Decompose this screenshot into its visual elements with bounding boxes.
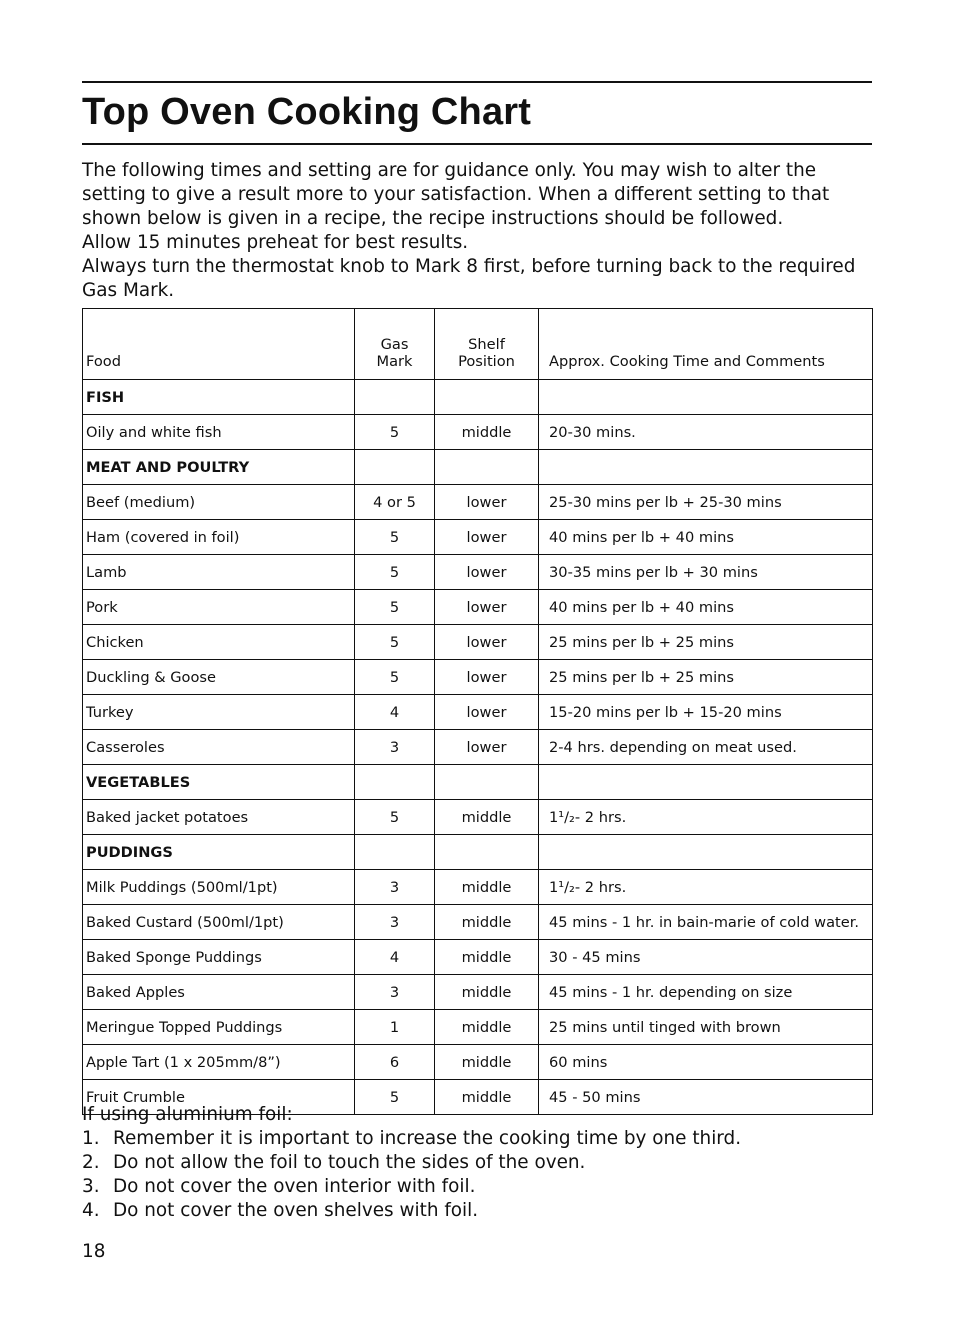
cell-shelf-position — [435, 835, 539, 870]
cell-gas-mark: 5 — [355, 555, 435, 590]
cell-food: Meringue Topped Puddings — [83, 1010, 355, 1045]
cell-cooking-time — [539, 450, 873, 485]
list-item-number: 4. — [82, 1200, 100, 1221]
header-shelf-line1: Shelf — [468, 336, 505, 353]
cell-shelf-position — [435, 450, 539, 485]
cell-cooking-time: 25 mins per lb + 25 mins — [539, 660, 873, 695]
list-item — [82, 1175, 872, 1199]
table-row — [83, 695, 873, 730]
cell-cooking-time: 20-30 mins. — [539, 415, 873, 450]
list-item — [82, 1151, 872, 1175]
cell-food: Beef (medium) — [83, 485, 355, 520]
cell-food: Milk Puddings (500ml/1pt) — [83, 870, 355, 905]
cell-gas-mark: 3 — [355, 975, 435, 1010]
page-title: Top Oven Cooking Chart — [82, 91, 532, 133]
cell-shelf-position: middle — [435, 870, 539, 905]
cell-gas-mark: 5 — [355, 625, 435, 660]
cell-food: Baked Sponge Puddings — [83, 940, 355, 975]
table-row — [83, 555, 873, 590]
cell-shelf-position: middle — [435, 1045, 539, 1080]
cell-food: FISH — [83, 380, 355, 415]
cell-shelf-position: lower — [435, 660, 539, 695]
cell-shelf-position: middle — [435, 1080, 539, 1115]
table-row — [83, 730, 873, 765]
cell-cooking-time: 60 mins — [539, 1045, 873, 1080]
cell-food: PUDDINGS — [83, 835, 355, 870]
list-item-number: 1. — [82, 1128, 100, 1149]
intro-text — [82, 159, 874, 303]
cell-shelf-position: middle — [435, 415, 539, 450]
header-gas-mark — [355, 309, 435, 380]
top-rule — [82, 81, 872, 83]
cell-food: Ham (covered in foil) — [83, 520, 355, 555]
list-item-number: 3. — [82, 1176, 100, 1197]
table-row — [83, 520, 873, 555]
cell-food: Fruit Crumble — [83, 1080, 355, 1115]
cell-gas-mark — [355, 835, 435, 870]
cell-food: Baked jacket potatoes — [83, 800, 355, 835]
cell-cooking-time: 40 mins per lb + 40 mins — [539, 520, 873, 555]
list-item — [82, 1199, 872, 1223]
section-row — [83, 380, 873, 415]
cell-gas-mark — [355, 765, 435, 800]
header-shelf-position — [435, 309, 539, 380]
cell-shelf-position: lower — [435, 625, 539, 660]
table-row — [83, 625, 873, 660]
list-item-text: Do not allow the foil to touch the sides of the oven. — [113, 1152, 586, 1173]
cell-gas-mark: 3 — [355, 730, 435, 765]
cell-food: Oily and white fish — [83, 415, 355, 450]
cell-food: Casseroles — [83, 730, 355, 765]
cell-food: Baked Apples — [83, 975, 355, 1010]
cell-cooking-time — [539, 765, 873, 800]
section-row — [83, 450, 873, 485]
cell-cooking-time: 30 - 45 mins — [539, 940, 873, 975]
cell-gas-mark: 4 — [355, 695, 435, 730]
cell-food: Lamb — [83, 555, 355, 590]
cell-shelf-position: middle — [435, 1010, 539, 1045]
table-row — [83, 940, 873, 975]
cell-shelf-position: middle — [435, 800, 539, 835]
header-gas-line2: Mark — [376, 353, 413, 370]
foil-list — [82, 1127, 872, 1223]
foil-title: If using aluminium foil: — [82, 1104, 293, 1125]
cell-cooking-time — [539, 835, 873, 870]
list-item-text: Remember it is important to increase the cooking time by one third. — [113, 1128, 742, 1149]
cell-cooking-time: 30-35 mins per lb + 30 mins — [539, 555, 873, 590]
intro-paragraph-guidance: The following times and setting are for guidance only. You may wish to alter the setting to give a result more to your satisfaction. When a different setting to that shown below is given in a recipe, the recipe instructions should be followed. — [82, 160, 830, 229]
cell-food: Baked Custard (500ml/1pt) — [83, 905, 355, 940]
cell-gas-mark: 5 — [355, 520, 435, 555]
cell-gas-mark: 5 — [355, 800, 435, 835]
table-header-row — [83, 309, 873, 380]
table-row — [83, 870, 873, 905]
cell-shelf-position: lower — [435, 590, 539, 625]
cell-gas-mark: 6 — [355, 1045, 435, 1080]
header-cooking-time: Approx. Cooking Time and Comments — [539, 309, 873, 380]
section-row — [83, 765, 873, 800]
header-shelf-line2: Position — [458, 353, 515, 370]
section-row — [83, 835, 873, 870]
table-row — [83, 590, 873, 625]
cell-food: Pork — [83, 590, 355, 625]
cell-gas-mark: 4 — [355, 940, 435, 975]
cell-gas-mark: 3 — [355, 905, 435, 940]
header-gas-line1: Gas — [380, 336, 409, 353]
cell-cooking-time: 45 - 50 mins — [539, 1080, 873, 1115]
list-item-number: 2. — [82, 1152, 100, 1173]
list-item-text: Do not cover the oven shelves with foil. — [113, 1200, 479, 1221]
header-food: Food — [83, 309, 355, 380]
cell-cooking-time: 25-30 mins per lb + 25-30 mins — [539, 485, 873, 520]
cell-cooking-time: 40 mins per lb + 40 mins — [539, 590, 873, 625]
table-row — [83, 1010, 873, 1045]
table-row — [83, 1045, 873, 1080]
cell-gas-mark: 5 — [355, 590, 435, 625]
cell-gas-mark: 4 or 5 — [355, 485, 435, 520]
cell-gas-mark: 5 — [355, 415, 435, 450]
cell-shelf-position — [435, 380, 539, 415]
cell-cooking-time: 1¹/₂- 2 hrs. — [539, 870, 873, 905]
list-item-text: Do not cover the oven interior with foil. — [113, 1176, 476, 1197]
cell-shelf-position: lower — [435, 695, 539, 730]
cell-shelf-position: middle — [435, 905, 539, 940]
intro-paragraph-thermostat: Always turn the thermostat knob to Mark 8 first, before turning back to the required Gas Mark. — [82, 256, 856, 301]
cell-cooking-time: 25 mins until tinged with brown — [539, 1010, 873, 1045]
cell-food: Chicken — [83, 625, 355, 660]
cell-shelf-position: lower — [435, 485, 539, 520]
cell-gas-mark — [355, 450, 435, 485]
cell-food: VEGETABLES — [83, 765, 355, 800]
cooking-chart-table — [82, 308, 873, 1115]
cell-shelf-position — [435, 765, 539, 800]
cell-gas-mark — [355, 380, 435, 415]
table-row — [83, 660, 873, 695]
cell-food: MEAT AND POULTRY — [83, 450, 355, 485]
table-row — [83, 975, 873, 1010]
intro-paragraph-preheat: Allow 15 minutes preheat for best results. — [82, 232, 469, 253]
cell-gas-mark: 1 — [355, 1010, 435, 1045]
cell-cooking-time: 2-4 hrs. depending on meat used. — [539, 730, 873, 765]
cell-shelf-position: middle — [435, 975, 539, 1010]
cell-cooking-time: 15-20 mins per lb + 15-20 mins — [539, 695, 873, 730]
table-row — [83, 905, 873, 940]
title-underline-rule — [82, 143, 872, 145]
cell-cooking-time: 1¹/₂- 2 hrs. — [539, 800, 873, 835]
table-row — [83, 415, 873, 450]
cell-cooking-time: 45 mins - 1 hr. in bain-marie of cold water. — [539, 905, 873, 940]
table-row — [83, 485, 873, 520]
cell-gas-mark: 5 — [355, 660, 435, 695]
cell-gas-mark: 3 — [355, 870, 435, 905]
table-row — [83, 800, 873, 835]
cell-shelf-position: middle — [435, 940, 539, 975]
cell-shelf-position: lower — [435, 555, 539, 590]
cell-food: Apple Tart (1 x 205mm/8”) — [83, 1045, 355, 1080]
cell-cooking-time — [539, 380, 873, 415]
cell-shelf-position: lower — [435, 730, 539, 765]
cell-cooking-time: 45 mins - 1 hr. depending on size — [539, 975, 873, 1010]
list-item — [82, 1127, 872, 1151]
cell-cooking-time: 25 mins per lb + 25 mins — [539, 625, 873, 660]
foil-instructions — [82, 1103, 872, 1223]
page-number: 18 — [82, 1241, 106, 1262]
cell-food: Turkey — [83, 695, 355, 730]
cell-food: Duckling & Goose — [83, 660, 355, 695]
cell-shelf-position: lower — [435, 520, 539, 555]
cell-gas-mark: 5 — [355, 1080, 435, 1115]
